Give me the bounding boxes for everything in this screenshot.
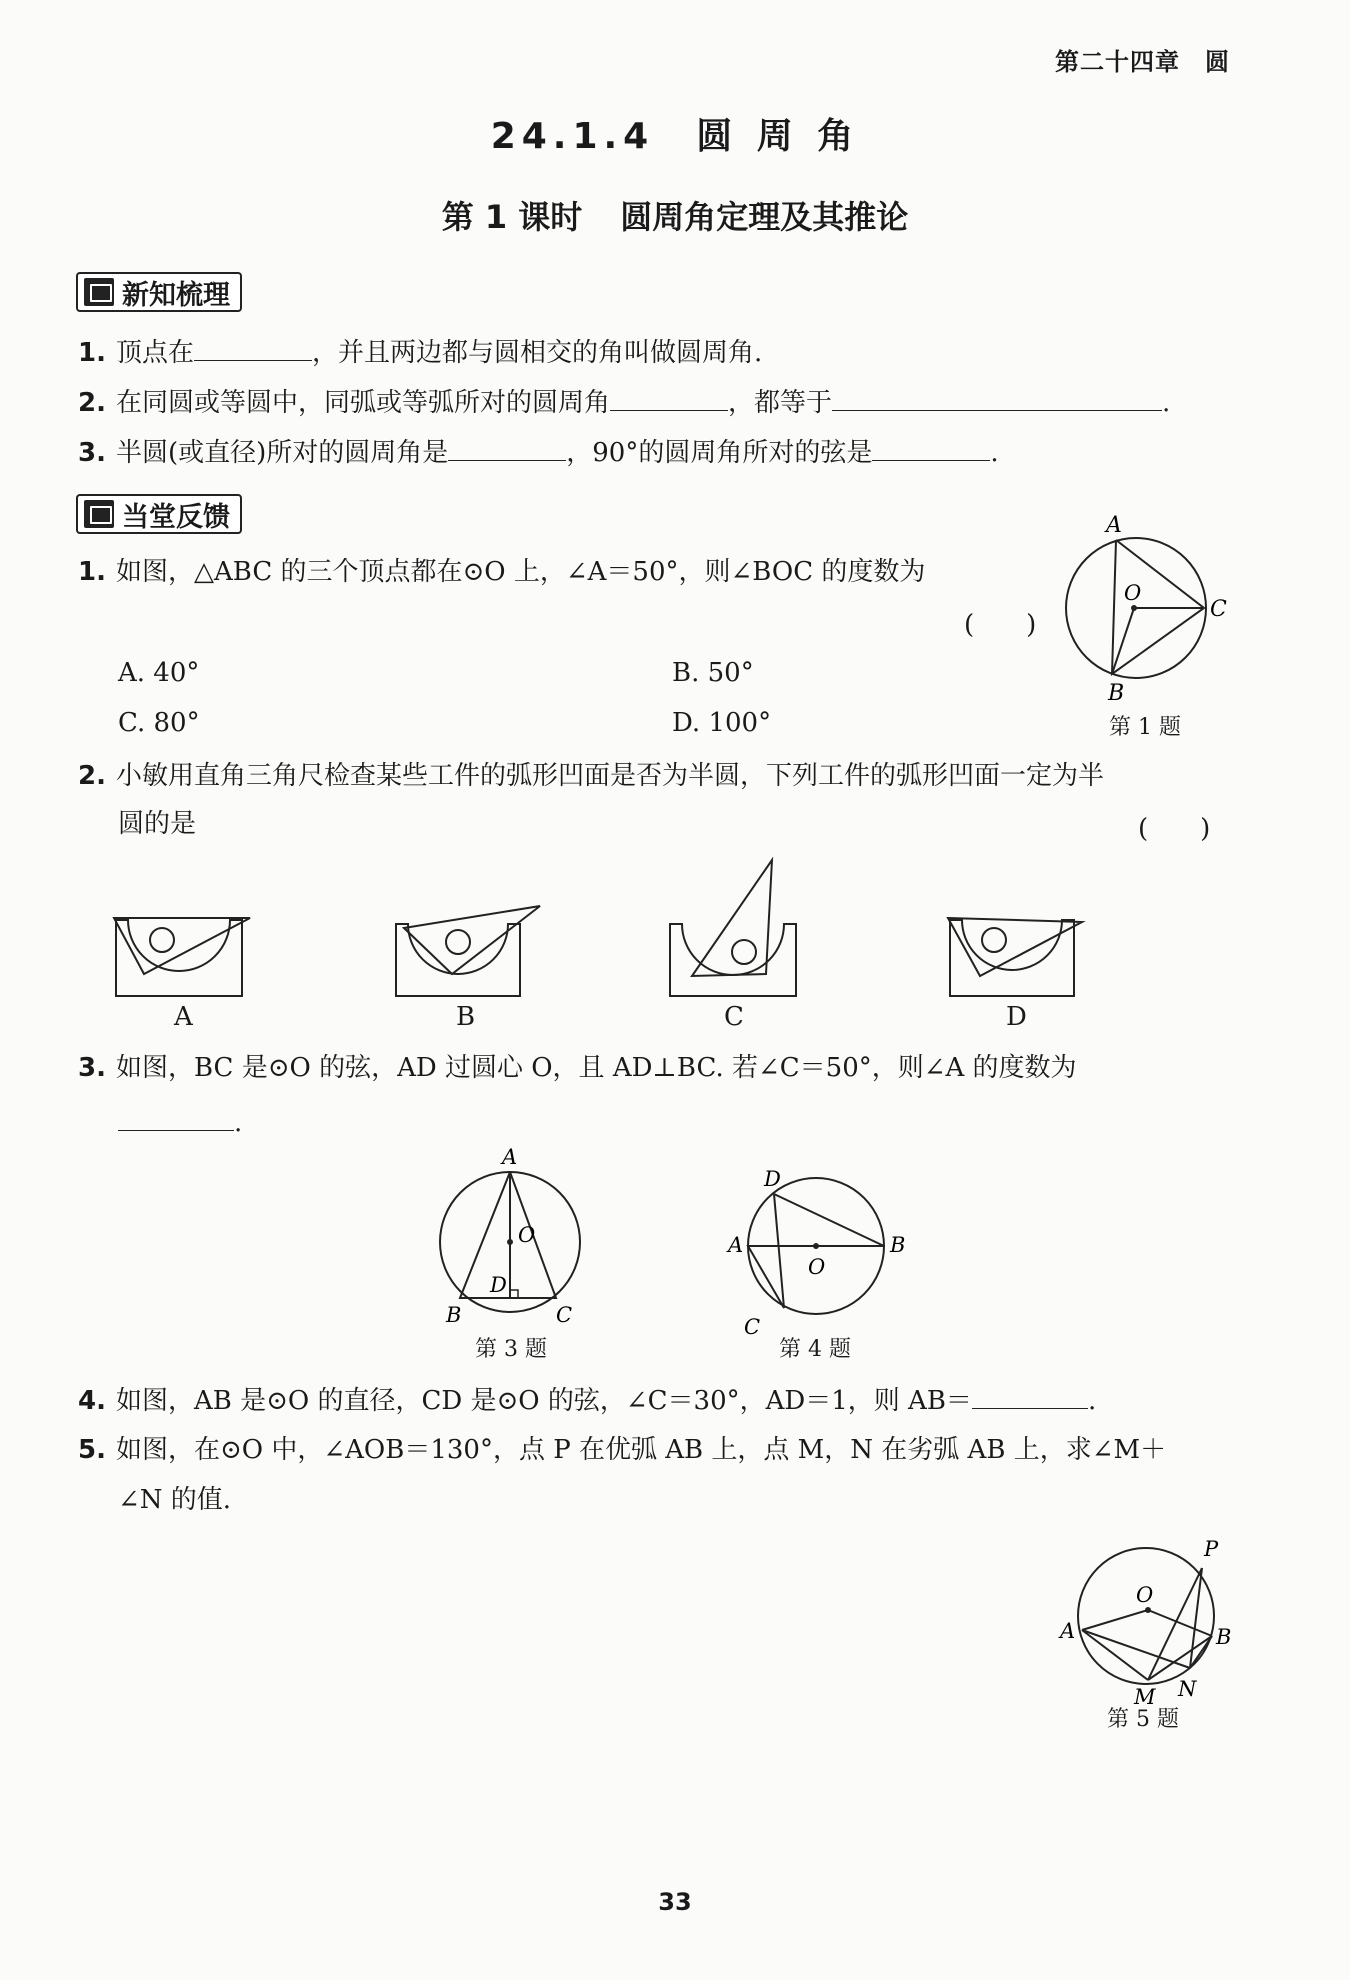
option-a[interactable]: A. 40° xyxy=(118,658,200,688)
label-n: N xyxy=(1178,1677,1197,1701)
question-5-cont: ∠N 的值. xyxy=(118,1485,232,1515)
answer-blank[interactable] xyxy=(610,382,728,411)
question-2-cont: 圆的是 xyxy=(118,809,197,839)
answer-blank[interactable] xyxy=(972,1380,1088,1409)
banner-review xyxy=(76,272,242,312)
figure-1 xyxy=(1050,512,1240,712)
workpiece-b[interactable] xyxy=(390,894,560,1004)
caption-q5: 第 5 题 xyxy=(1107,1707,1179,1732)
lesson-name: 圆周角定理及其推论 xyxy=(620,198,909,236)
figure-5 xyxy=(1054,1526,1244,1706)
answer-blank[interactable] xyxy=(118,1102,234,1131)
review-item-2: 2. 在同圆或等圆中，同弧或等弧所对的圆周角 ，都等于 . xyxy=(78,382,1170,423)
chapter-header: 第二十四章 圆 xyxy=(1055,48,1230,76)
label-m: M xyxy=(1134,1685,1156,1706)
label-b: B xyxy=(1108,681,1125,706)
option-c[interactable]: C. 80° xyxy=(118,708,200,738)
book-icon xyxy=(84,278,114,306)
label-d: D xyxy=(490,1273,507,1297)
label-b: B xyxy=(1216,1625,1232,1649)
label-o: O xyxy=(1124,581,1142,605)
review-item-3: 3. 半圆(或直径)所对的圆周角是 ，90°的圆周角所对的弦是 . xyxy=(78,432,999,473)
label-b: B xyxy=(446,1303,462,1327)
label-c: C xyxy=(1210,597,1227,622)
question-5: 5. 如图，在⊙O 中，∠AOB＝130°，点 P 在优弧 AB 上，点 M，N 在劣弧 AB 上，求∠M＋ xyxy=(78,1435,1167,1465)
label-a: A xyxy=(1106,513,1122,538)
label-c: C xyxy=(556,1303,573,1327)
pencil-icon xyxy=(84,500,114,528)
lesson-label: 第 1 课时 xyxy=(441,198,583,236)
label-a: A xyxy=(728,1233,744,1257)
label-o: O xyxy=(808,1255,826,1279)
question-3: 3. 如图，BC 是⊙O 的弦，AD 过圆心 O，且 AD⊥BC. 若∠C＝50°，则∠A 的度数为 xyxy=(78,1053,1077,1083)
page-number: 33 xyxy=(658,1888,692,1916)
answer-blank[interactable] xyxy=(448,432,566,461)
banner-review-label: 新知梳理 xyxy=(122,279,230,311)
workpiece-d[interactable] xyxy=(944,904,1094,1004)
label-b: B xyxy=(890,1233,906,1257)
workpiece-c[interactable] xyxy=(666,856,816,1006)
figure-4 xyxy=(716,1156,916,1336)
choice-c-label: C xyxy=(724,1002,744,1032)
label-a: A xyxy=(1060,1619,1076,1643)
label-o: O xyxy=(1136,1583,1154,1607)
banner-feedback xyxy=(76,494,242,534)
label-p: P xyxy=(1204,1537,1219,1561)
workpiece-a[interactable] xyxy=(110,904,260,1004)
section-title: 24.1.4 圆 周 角 xyxy=(490,116,860,157)
question-2: 2. 小敏用直角三角尺检查某些工件的弧形凹面是否为半圆，下列工件的弧形凹面一定为半 xyxy=(78,761,1104,791)
answer-blank[interactable] xyxy=(194,332,312,361)
lesson-title xyxy=(0,192,1350,238)
label-a: A xyxy=(502,1146,518,1169)
answer-blank[interactable] xyxy=(872,432,990,461)
answer-blank[interactable] xyxy=(832,382,1162,411)
option-d[interactable]: D. 100° xyxy=(672,708,772,738)
label-d: D xyxy=(764,1167,781,1191)
option-b[interactable]: B. 50° xyxy=(672,658,754,688)
question-1: 1. 如图，△ABC 的三个顶点都在⊙O 上，∠A＝50°，则∠BOC 的度数为 xyxy=(78,557,926,587)
answer-paren-2[interactable]: ( ) xyxy=(1138,814,1211,844)
review-item-1: 1. 顶点在 ，并且两边都与圆相交的角叫做圆周角. xyxy=(78,332,762,373)
choice-b-label: B xyxy=(456,1002,476,1032)
question-4: 4. 如图，AB 是⊙O 的直径，CD 是⊙O 的弦，∠C＝30°，AD＝1，则 AB＝ . xyxy=(78,1380,1096,1421)
label-c: C xyxy=(744,1315,761,1336)
answer-paren-1[interactable]: ( ) xyxy=(964,610,1037,640)
banner-feedback-label: 当堂反馈 xyxy=(122,501,230,533)
label-o: O xyxy=(518,1223,536,1247)
caption-q1: 第 1 题 xyxy=(1109,715,1181,740)
figure-3 xyxy=(420,1146,600,1336)
caption-q3: 第 3 题 xyxy=(475,1337,547,1362)
question-3-blank-line: . xyxy=(118,1102,242,1143)
caption-q4: 第 4 题 xyxy=(779,1337,851,1362)
choice-d-label: D xyxy=(1006,1002,1027,1032)
choice-a-label: A xyxy=(174,1002,193,1032)
